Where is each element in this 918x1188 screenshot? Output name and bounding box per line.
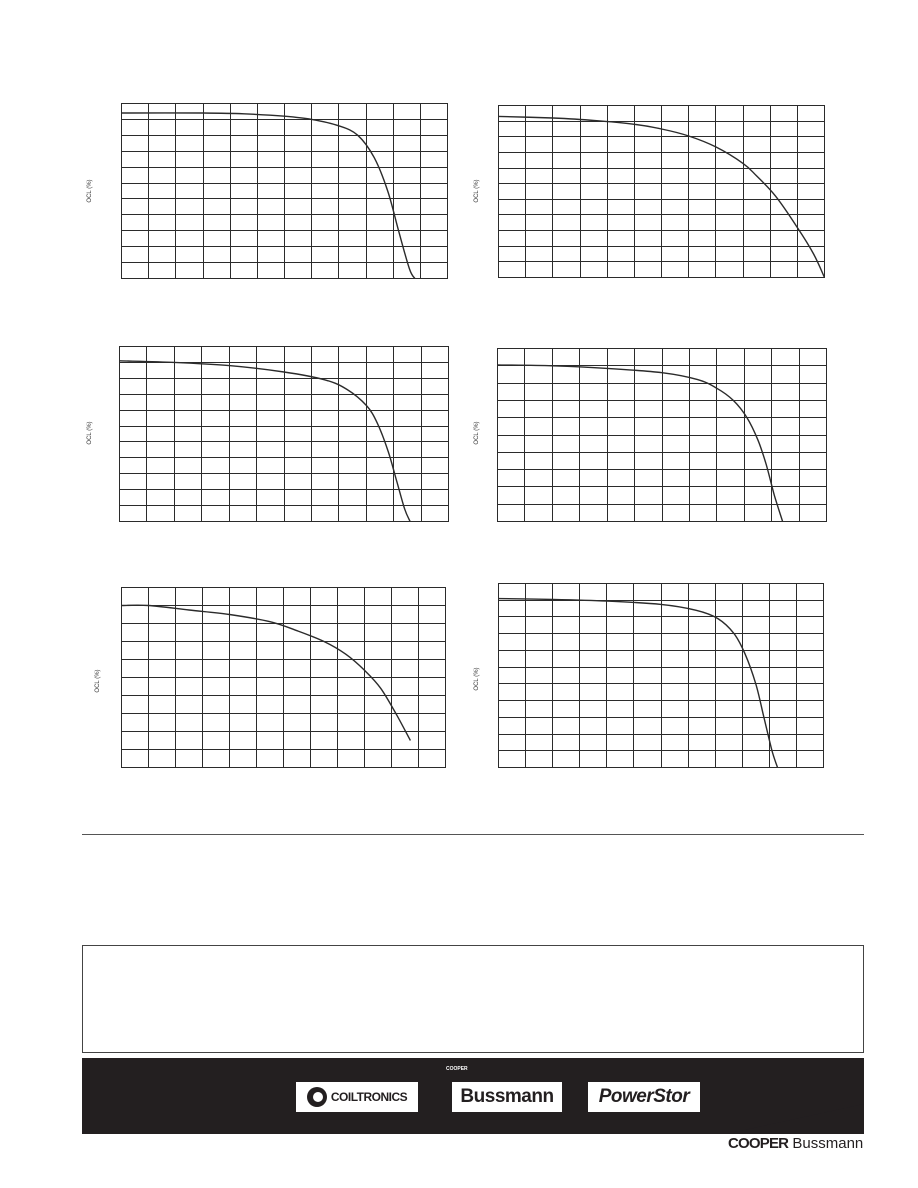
chart-2-plot [498,105,825,278]
chart-5-y-axis-label: OCL (%) [95,669,101,693]
notes-box [82,945,864,1053]
chart-2 [498,105,825,278]
ocl-curve-series-0 [122,605,411,740]
chart-6-plot [498,583,824,768]
cooper-bussmann-logo[interactable] [728,1135,863,1152]
chart-4 [497,348,827,522]
coiltronics-logo[interactable] [296,1082,418,1112]
chart-1 [121,103,448,279]
coiltronics-logo-text: COILTRONICS [330,1090,408,1104]
chart-5 [121,587,446,768]
chart-1-y-axis-label: OCL (%) [87,179,93,203]
chart-2-y-axis-label: OCL (%) [474,179,480,203]
chart-4-y-axis-label: OCL (%) [474,421,480,445]
bussmann-logo[interactable] [452,1082,562,1112]
footer-corner-shape [726,1104,864,1134]
cooper-mini-logo: COOPER [446,1066,468,1072]
cooper-logo-bold: COOPER [728,1135,789,1152]
powerstor-logo-text: PowerStor [598,1086,690,1107]
chart-1-plot [121,103,448,279]
chart-3-plot [119,346,449,522]
chart-5-plot [121,587,446,768]
ocl-curve-series-0 [122,113,415,279]
bussmann-logo-text: Bussmann [460,1086,554,1107]
bussmann-logo-regular: Bussmann [788,1135,864,1152]
ocl-curve-series-0 [498,365,783,522]
chart-4-plot [497,348,827,522]
chart-6-y-axis-label: OCL (%) [474,667,480,691]
chart-3 [119,346,449,522]
coiltronics-c-icon [307,1087,327,1107]
chart-6 [498,583,824,768]
section-divider [82,834,864,835]
chart-3-y-axis-label: OCL (%) [87,421,93,445]
powerstor-logo[interactable] [588,1082,700,1112]
